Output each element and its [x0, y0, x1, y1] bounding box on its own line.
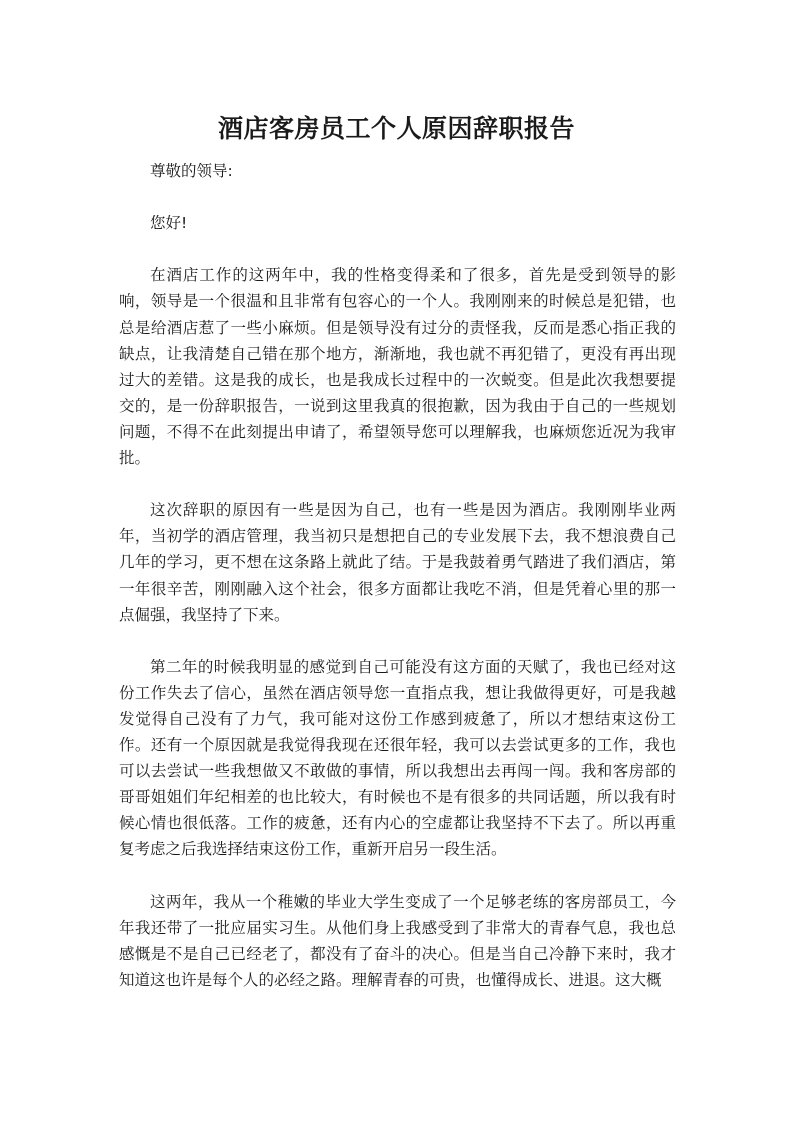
salutation: 尊敬的领导:: [150, 162, 233, 180]
greeting: 您好!: [150, 214, 188, 233]
body-paragraph-4: 这两年，我从一个稚嫩的毕业大学生变成了一个足够老练的客房部员工，今年我还带了一批应届实习生。从他们身上我感受到了非常大的青春气息，我也总感慨是不是自己已经老了，都没有了奋斗的决心。但是当自己冷静下来时，我才知道这也许是每个人的必经之路。理解青春的可贵，也懂得成长、进退。这大概: [119, 892, 676, 989]
body-paragraph-3: 第二年的时候我明显的感觉到自己可能没有这方面的天赋了，我也已经对这份工作失去了信心，虽然在酒店领导您一直指点我，想让我做得更好，可是我越发觉得自己没有了力气，我可能对这份工作感到疲惫了，所以才想结束这份工作。还有一个原因就是我觉得我现在还很年轻，我可以去尝试更多的工作，我也可以去尝试一些我想做又不敢做的事情，所以我想出去再闯一闯。我和客房部的哥哥姐姐们年纪相差的也比较大，有时候也不是有很多的共同话题，所以我有时候心情也很低落。工作的疲惫，还有内心的空虚都让我坚持不下去了。所以再重复考虑之后我选择结束这份工作，重新开启另一段生活。: [119, 657, 676, 859]
body-paragraph-1: 在酒店工作的这两年中，我的性格变得柔和了很多，首先是受到领导的影响，领导是一个很温和且非常有包容心的一个人。我刚刚来的时候总是犯错，也总是给酒店惹了一些小麻烦。但是领导没有过分的责怪我，反而是悉心指正我的缺点，让我清楚自己错在那个地方，渐渐地，我也就不再犯错了，更没有再出现过大的差错。这是我的成长，也是我成长过程中的一次蜕变。但是此次我想要提交的，是一份辞职报告，一说到这里我真的很抱歉，因为我由于自己的一些规划问题，不得不在此刻提出申请了，希望领导您可以理解我，也麻烦您近况为我审批。: [119, 266, 676, 468]
body-paragraph-2: 这次辞职的原因有一些是因为自己，也有一些是因为酒店。我刚刚毕业两年，当初学的酒店管理，我当初只是想把自己的专业发展下去，我不想浪费自己几年的学习，更不想在这条路上就此了结。于是我鼓着勇气踏进了我们酒店，第一年很辛苦，刚刚融入这个社会，很多方面都让我吃不消，但是凭着心里的那一点倔强，我坚持了下来。: [119, 501, 676, 624]
document-title: 酒店客房员工个人原因辞职报告: [217, 114, 575, 143]
document-body: [119, 158, 676, 993]
